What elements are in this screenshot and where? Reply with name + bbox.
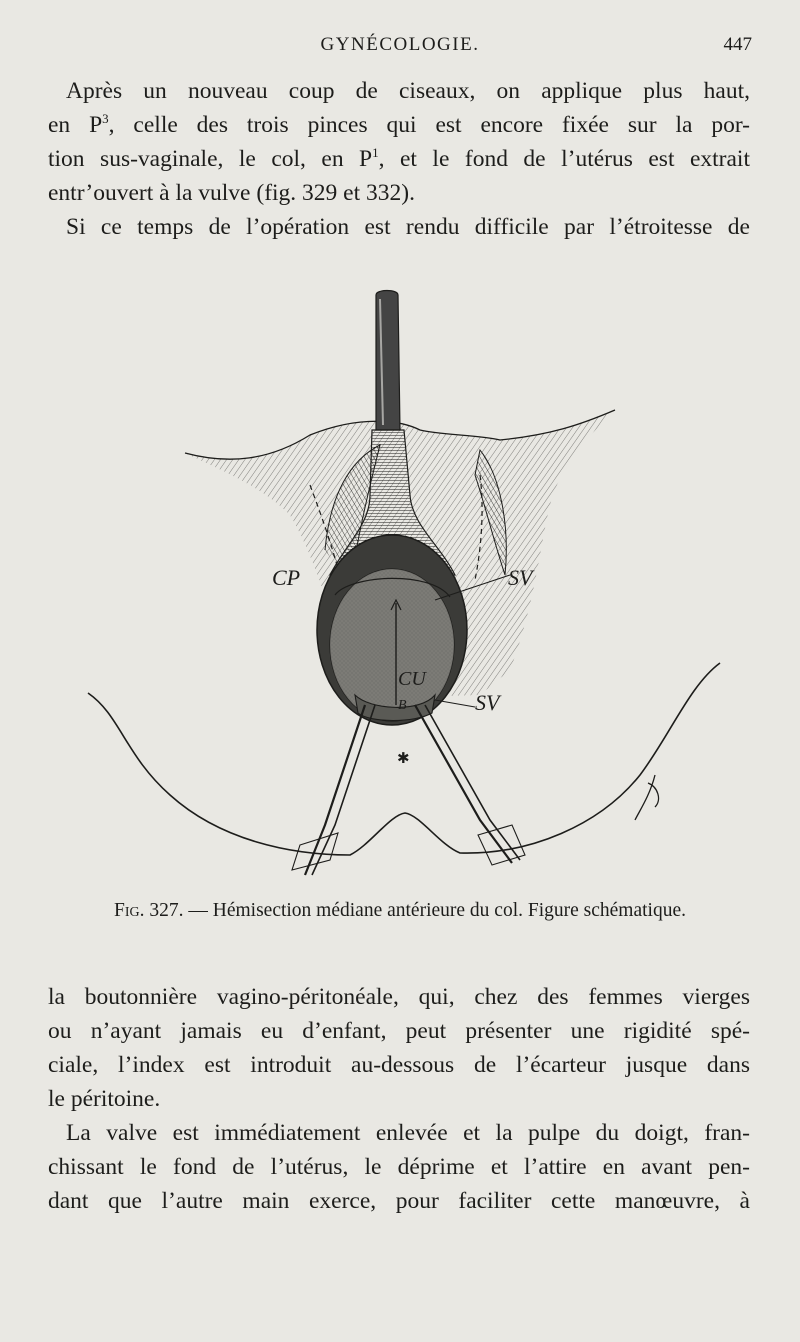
- page-header: [48, 30, 752, 60]
- figure-caption: [0, 900, 800, 922]
- paragraph-2: [48, 210, 750, 244]
- margin-mark: [635, 775, 659, 820]
- caption-label: Fig. 327.: [114, 900, 184, 921]
- forceps-left: [305, 705, 365, 875]
- page-number: 447: [723, 34, 752, 55]
- label-sv-top: SV: [508, 565, 533, 590]
- paragraph-4: [48, 1116, 750, 1218]
- caption-text: — Hémisection médiane antérieure du col. Figure schématique.: [183, 900, 686, 921]
- text-line: Si ce temps de l’opération est rendu difficile par l’étroitesse de: [66, 214, 750, 240]
- text-line: le péritoine.: [48, 1086, 161, 1112]
- label-star: ✱: [397, 749, 410, 767]
- label-cu: CU: [398, 668, 426, 690]
- text-line: dant que l’autre main exerce, pour faciliter cette manœuvre, à: [48, 1188, 750, 1214]
- label-cp: CP: [272, 565, 301, 590]
- label-b: B: [398, 698, 407, 713]
- superscript: 1: [372, 145, 379, 161]
- text-line: chissant le fond de l’utérus, le déprime et l’attire en avant pen-: [48, 1154, 750, 1180]
- figure-327: [80, 285, 730, 885]
- text-line: entr’ouvert à la vulve (fig. 329 et 332).: [48, 180, 415, 206]
- running-title: GYNÉCOLOGIE.: [320, 34, 480, 55]
- text-line: La valve est immédiatement enlevée et la pulpe du doigt, fran-: [66, 1120, 750, 1146]
- forceps-right: [415, 705, 512, 863]
- text-line: la boutonnière vagino-péritonéale, qui, chez des femmes vierges: [48, 984, 750, 1010]
- paragraph-1: [48, 74, 750, 210]
- superscript: 3: [102, 111, 109, 127]
- text-line: tion sus-vaginale, le col, en $P^1$, et le fond de l’utérus est extrait: [48, 145, 750, 172]
- text-line: Après un nouveau coup de ciseaux, on applique plus haut,: [66, 78, 750, 104]
- text-line: ciale, l’index est introduit au-dessous de l’écarteur jusque dans: [48, 1052, 750, 1078]
- text-line: ou n’ayant jamais eu d’enfant, peut présenter une rigidité spé-: [48, 1018, 750, 1044]
- paragraph-3: [48, 980, 750, 1116]
- anatomical-illustration: [80, 285, 730, 885]
- label-sv-bottom: SV: [475, 690, 500, 715]
- text-line: en $P^3$, celle des trois pinces qui est encore fixée sur la por-: [48, 111, 750, 138]
